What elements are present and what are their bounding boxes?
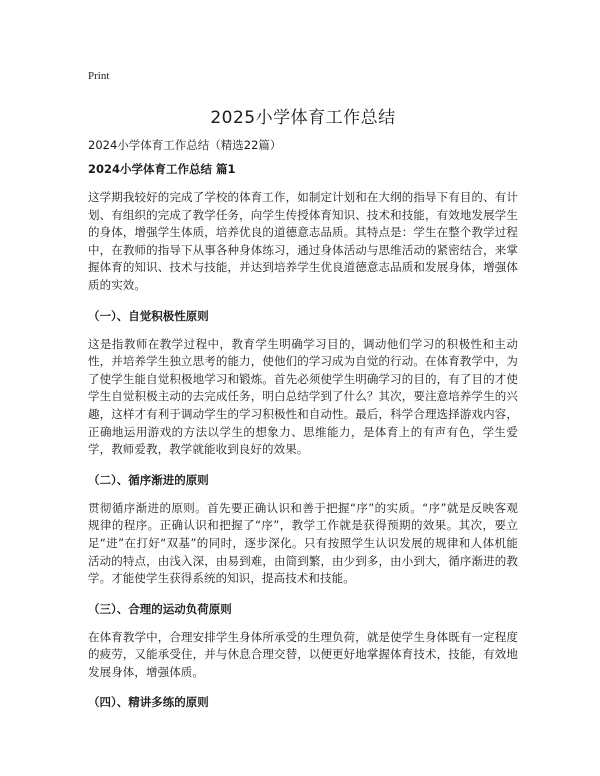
document-subtitle: 2024小学体育工作总结（精选22篇） [88,138,282,152]
section-heading-4: （四）、精讲多练的原则 [88,695,209,710]
section-heading-1: （一）、自觉积极性原则 [88,308,209,323]
section-body-1: 这是指教师在教学过程中，教育学生明确学习目的，调动他们学习的积极性和主动性，并培养学生独立思考的能力，使他们的学习成为自觉的行动。在体育教学中，为了使学生能自觉积极地学习和锻炼。首先必须使学生明确学习的目的，有了目的才使学生自觉积极主动的去完成任务，明白总结学到了什么？其次，要注意培养学生的兴趣，这样才有利于调动学生的学习积极性和自动性。最后，科学合理选择游戏内容，正确地运用游戏的方法以学生的想象力、思维能力，是体育上的有声有色，学生爱学，教师爱教，教学就能收到良好的效果。 [88,336,518,457]
intro-paragraph: 这学期我较好的完成了学校的体育工作，如制定计划和在大纲的指导下有目的、有计划、有组织的完成了教学任务，向学生传授体育知识、技术和技能，有效地发展学生的身体，增强学生体质，培养优良的道德意志品质。其特点是：学生在整个教学过程中，在教师的指导下从事各种身体练习，通过身体活动与思维活动的紧密结合，来掌握体育的知识、技术与技能，并达到培养学生优良道德意志品质和发展身体，增强体质的实效。 [88,190,518,292]
section-heading-2: （二）、循序渐进的原则 [88,472,209,487]
document-title: 2025小学体育工作总结 [210,108,396,128]
section-body-3: 在体育教学中，合理安排学生身体所承受的生理负荷，就是使学生身体既有一定程度的疲劳，又能承受住，并与休息合理交替，以便更好地掌握体育技术，技能，有效地发展身体，增强体质。 [88,629,518,679]
section-heading-3: （三）、合理的运动负荷原则 [88,601,232,616]
article-heading: 2024小学体育工作总结 篇1 [88,162,236,176]
document-content [88,160,518,722]
section-body-2: 贯彻循序渐进的原则。首先要正确认识和善于把握“序”的实质。“序”就是反映客观规律的程序。正确认识和把握了“序”，教学工作就是获得预期的效果。其次，要立足“进”在打好“双基”的同时，逐步深化。只有按照学生认识发展的规律和人体机能活动的特点，由浅入深，由易到难，由简到繁，由少到多，由小到大，循序渐进的教学。才能使学生获得系统的知识，提高技术和技能。 [88,500,518,586]
print-label[interactable]: Print [88,70,110,82]
